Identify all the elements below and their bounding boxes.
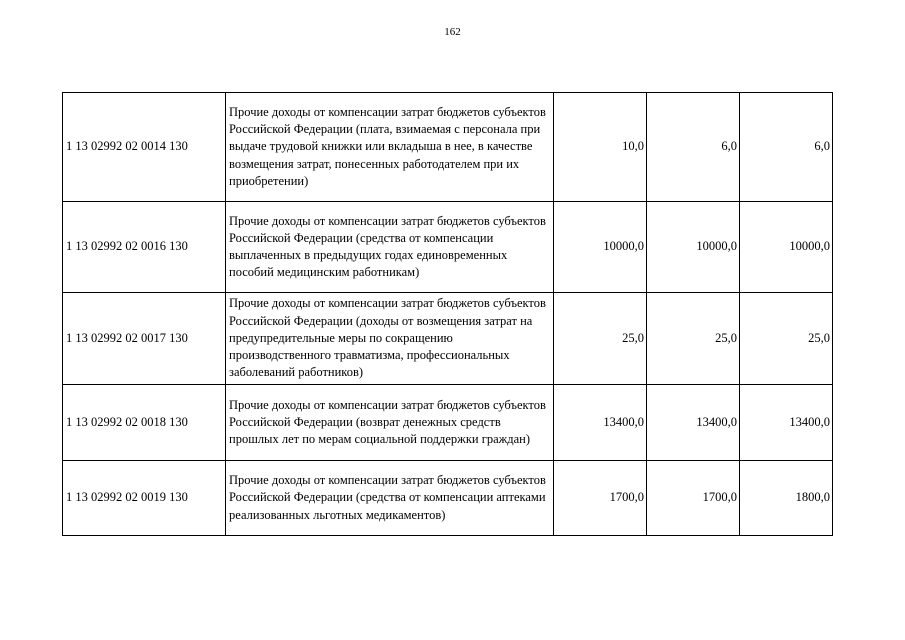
value-year-2: 10000,0 bbox=[647, 202, 740, 293]
revenue-description: Прочие доходы от компенсации затрат бюджетов субъектов Российской Федерации (средства от компенсации выплаченных в предыдущих годах единовременных пособий медицинским работникам) bbox=[226, 202, 554, 293]
revenue-description: Прочие доходы от компенсации затрат бюджетов субъектов Российской Федерации (средства от компенсации аптеками реализованных льготных медикаментов) bbox=[226, 461, 554, 536]
value-year-3: 10000,0 bbox=[740, 202, 833, 293]
table-row bbox=[63, 461, 833, 536]
budget-code: 1 13 02992 02 0018 130 bbox=[63, 385, 226, 461]
value-year-3: 13400,0 bbox=[740, 385, 833, 461]
table-row bbox=[63, 93, 833, 202]
revenue-table bbox=[62, 92, 833, 536]
value-year-1: 13400,0 bbox=[554, 385, 647, 461]
value-year-3: 1800,0 bbox=[740, 461, 833, 536]
value-year-2: 6,0 bbox=[647, 93, 740, 202]
value-year-1: 10,0 bbox=[554, 93, 647, 202]
value-year-3: 6,0 bbox=[740, 93, 833, 202]
budget-code: 1 13 02992 02 0014 130 bbox=[63, 93, 226, 202]
table-row bbox=[63, 202, 833, 293]
value-year-3: 25,0 bbox=[740, 293, 833, 385]
budget-code: 1 13 02992 02 0019 130 bbox=[63, 461, 226, 536]
revenue-description: Прочие доходы от компенсации затрат бюджетов субъектов Российской Федерации (плата, взимаемая с персонала при выдаче трудовой книжки или вкладыша в нее, в качестве возмещения затрат, понесенных работодателем при их приобретении) bbox=[226, 93, 554, 202]
table-row bbox=[63, 293, 833, 385]
value-year-2: 13400,0 bbox=[647, 385, 740, 461]
revenue-description: Прочие доходы от компенсации затрат бюджетов субъектов Российской Федерации (доходы от возмещения затрат на предупредительные меры по сокращению производственного травматизма, профессиональных заболеваний работников) bbox=[226, 293, 554, 385]
value-year-2: 1700,0 bbox=[647, 461, 740, 536]
budget-code: 1 13 02992 02 0017 130 bbox=[63, 293, 226, 385]
value-year-2: 25,0 bbox=[647, 293, 740, 385]
table-row bbox=[63, 385, 833, 461]
value-year-1: 1700,0 bbox=[554, 461, 647, 536]
value-year-1: 10000,0 bbox=[554, 202, 647, 293]
page-number: 162 bbox=[444, 26, 461, 38]
budget-code: 1 13 02992 02 0016 130 bbox=[63, 202, 226, 293]
value-year-1: 25,0 bbox=[554, 293, 647, 385]
revenue-description: Прочие доходы от компенсации затрат бюджетов субъектов Российской Федерации (возврат денежных средств прошлых лет по мерам социальной поддержки граждан) bbox=[226, 385, 554, 461]
